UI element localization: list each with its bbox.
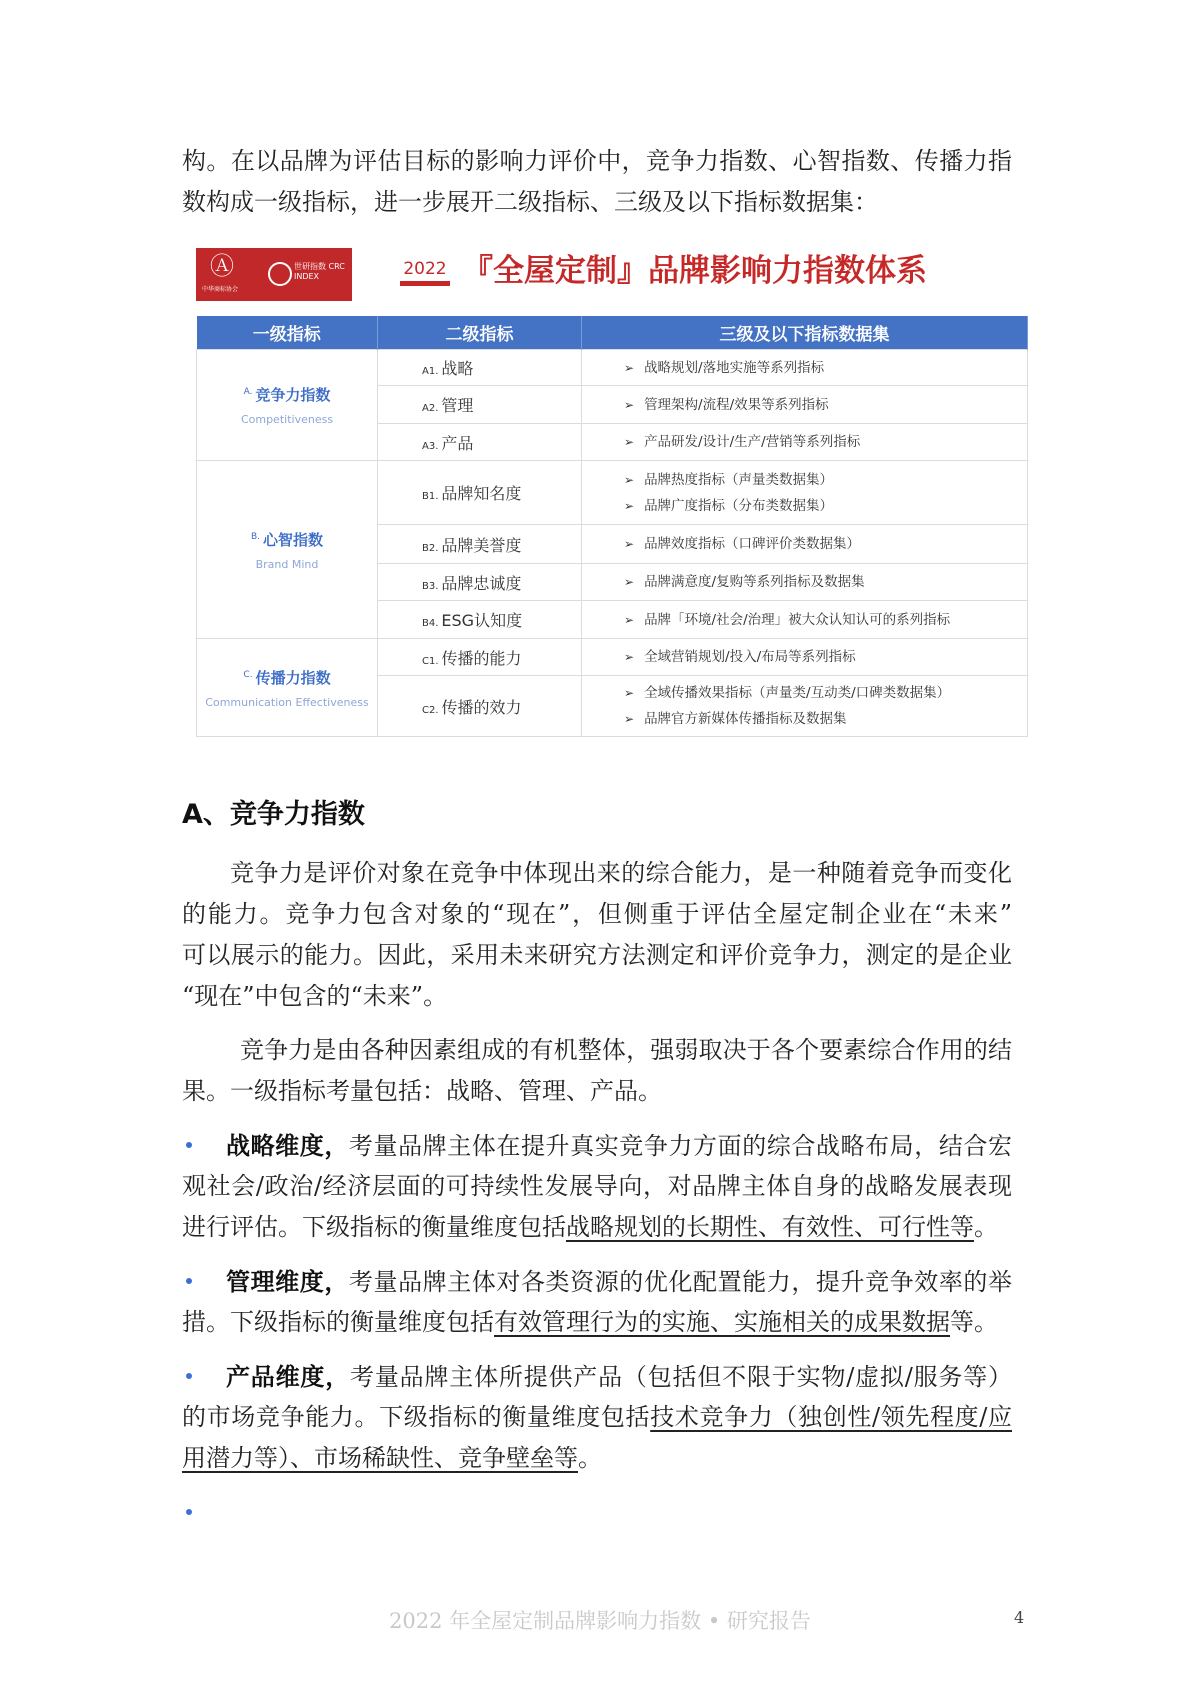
text-segment: 观社会/政治/经济层面的可持续性发展导向，对品牌主体自身的战略发展表现 bbox=[182, 1172, 1012, 1200]
text-segment: 数构成一级指标，进一步展开二级指标、三级及以下指标数据集： bbox=[182, 188, 878, 216]
text-line bbox=[182, 1302, 1012, 1343]
logo-left-text: 中华商标协会 bbox=[202, 286, 239, 293]
text-line bbox=[182, 1492, 1012, 1533]
level1-label bbox=[197, 667, 377, 688]
bullet-item bbox=[182, 1125, 1012, 1248]
text-line bbox=[182, 935, 1012, 976]
globe-icon bbox=[268, 262, 292, 286]
bold-term: 产品维度， bbox=[226, 1362, 351, 1391]
level2-name: ESG认知度 bbox=[441, 611, 523, 630]
level2-cell bbox=[378, 564, 582, 601]
table-row bbox=[197, 461, 1028, 525]
text-line bbox=[182, 1261, 1012, 1302]
level1-english: Competitiveness bbox=[240, 413, 334, 426]
level2-cell bbox=[378, 386, 582, 424]
text-segment: 措。下级指标的衡量维度包括 bbox=[182, 1308, 494, 1336]
level3-cell bbox=[582, 639, 1028, 676]
underlined-text: 技术竞争力（独创性/领先程度/应 bbox=[650, 1403, 1013, 1431]
text-line bbox=[182, 1125, 1012, 1166]
text-line bbox=[182, 894, 1012, 935]
header-level1: 一级指标 bbox=[197, 316, 378, 350]
level1-label bbox=[197, 384, 377, 405]
level3-item: ➢ 品牌官方新媒体传播指标及数据集 bbox=[624, 706, 1027, 732]
text-line bbox=[182, 1207, 1012, 1248]
level2-cell bbox=[378, 424, 582, 461]
level3-cell bbox=[582, 424, 1028, 461]
text-segment: 。 bbox=[578, 1444, 602, 1472]
table-header-row bbox=[197, 316, 1028, 350]
level2-code: C2. bbox=[422, 704, 439, 716]
text-segment: 考量品牌主体在提升真实竞争力方面的综合战略布局，结合宏 bbox=[348, 1132, 1013, 1160]
underlined-text: 用潜力等）、市场稀缺性、竞争壁垒等 bbox=[182, 1444, 578, 1472]
level2-code: A1. bbox=[422, 366, 439, 377]
level1-english: Brand Mind bbox=[255, 557, 319, 571]
level3-item: ➢ 全域传播效果指标（声量类/互动类/口碑类数据集） bbox=[624, 680, 1027, 706]
text-line bbox=[182, 141, 1012, 182]
level2-cell bbox=[378, 525, 582, 564]
level3-cell bbox=[582, 601, 1028, 639]
level1-name: 心智指数 bbox=[263, 530, 324, 549]
level1-cell bbox=[197, 461, 378, 639]
level3-item: ➢ 战略规划/落地实施等系列指标 bbox=[624, 355, 1027, 381]
text-segment: 考量品牌主体所提供产品（包括但不限于实物/虚拟/服务等） bbox=[350, 1363, 1013, 1391]
level3-item: ➢ 全域营销规划/投入/布局等系列指标 bbox=[624, 644, 1027, 670]
text-segment: 。 bbox=[974, 1213, 998, 1241]
level3-cell bbox=[582, 564, 1028, 601]
table-row bbox=[197, 639, 1028, 676]
level3-item: ➢ 管理架构/流程/效果等系列指标 bbox=[624, 392, 1027, 418]
text-line bbox=[182, 976, 1012, 1017]
level3-cell bbox=[582, 350, 1028, 386]
level3-item: ➢ 产品研发/设计/生产/营销等系列指标 bbox=[624, 429, 1027, 455]
text-line bbox=[182, 1071, 1012, 1112]
level2-name: 管理 bbox=[441, 396, 474, 415]
text-segment: 的市场竞争能力。下级指标的衡量维度包括 bbox=[182, 1403, 651, 1431]
bold-term: 管理维度， bbox=[226, 1267, 349, 1296]
table-row bbox=[197, 350, 1028, 386]
title-year: 2022 bbox=[400, 256, 450, 286]
index-system-table bbox=[196, 316, 1028, 737]
text-segment: 竞争力是评价对象在竞争中体现出来的综合能力，是一种随着竞争而变化 bbox=[230, 859, 1012, 887]
bullet-item bbox=[182, 1492, 1012, 1533]
level3-cell bbox=[582, 525, 1028, 564]
text-line bbox=[182, 1356, 1012, 1397]
text-line bbox=[182, 853, 1012, 894]
level1-prefix: B. bbox=[250, 531, 261, 542]
text-segment: 构。在以品牌为评估目标的影响力评价中，竞争力指数、心智指数、传播力指 bbox=[182, 147, 1012, 175]
level2-code: A2. bbox=[422, 403, 439, 414]
paragraph bbox=[182, 1030, 1012, 1112]
bullet-icon bbox=[186, 1278, 192, 1284]
body-text bbox=[182, 853, 1012, 1546]
footer-title: 2022 年全屋定制品牌影响力指数 • 研究报告 bbox=[389, 1609, 811, 1633]
level3-item: ➢ 品牌满意度/复购等系列指标及数据集 bbox=[624, 569, 1027, 595]
level2-name: 战略 bbox=[441, 359, 474, 378]
header-level2: 二级指标 bbox=[378, 316, 582, 350]
bullet-item bbox=[182, 1356, 1012, 1479]
level2-name: 产品 bbox=[441, 433, 474, 453]
level2-cell bbox=[378, 676, 582, 737]
level1-name: 传播力指数 bbox=[255, 668, 331, 687]
level2-code: B3. bbox=[422, 580, 439, 592]
level1-cell bbox=[197, 350, 378, 461]
level3-cell bbox=[582, 386, 1028, 424]
intro-paragraph bbox=[182, 141, 1012, 223]
text-line bbox=[182, 1438, 1012, 1479]
underlined-text: 有效管理行为的实施、实施相关的成果数据 bbox=[494, 1308, 950, 1336]
bold-term: 战略维度， bbox=[226, 1131, 349, 1160]
text-segment: 考量品牌主体对各类资源的优化配置能力，提升竞争效率的举 bbox=[348, 1268, 1013, 1296]
text-segment: “现在”中包含的“未来”。 bbox=[182, 982, 448, 1010]
text-segment: 进行评估。下级指标的衡量维度包括 bbox=[182, 1213, 566, 1241]
level2-name: 传播的效力 bbox=[441, 697, 522, 717]
trademark-association-logo-icon: Ⓐ bbox=[210, 252, 234, 280]
level3-cell bbox=[582, 676, 1028, 737]
level3-item: ➢ 品牌热度指标（声量类数据集） bbox=[624, 467, 1027, 493]
level2-code: B4. bbox=[422, 618, 439, 629]
level2-cell bbox=[378, 601, 582, 639]
text-segment: 等。 bbox=[950, 1308, 998, 1336]
level1-cell bbox=[197, 639, 378, 737]
text-line bbox=[182, 1166, 1012, 1207]
level2-code: A3. bbox=[422, 440, 439, 452]
figure-title: 『全屋定制』品牌影响力指数体系 bbox=[462, 253, 927, 289]
level1-label bbox=[197, 529, 377, 550]
text-segment: 果。一级指标考量包括：战略、管理、产品。 bbox=[182, 1077, 662, 1105]
logo-right-text: 世研指数 CRC INDEX bbox=[294, 262, 345, 281]
level2-name: 品牌知名度 bbox=[441, 484, 522, 503]
level1-prefix: C. bbox=[243, 669, 253, 680]
bullet-icon bbox=[186, 1509, 192, 1515]
level2-cell bbox=[378, 639, 582, 676]
text-segment: 竞争力是由各种因素组成的有机整体，强弱取决于各个要素综合作用的结 bbox=[240, 1036, 1012, 1064]
level2-name: 品牌美誉度 bbox=[441, 535, 522, 555]
bullet-icon bbox=[186, 1373, 192, 1379]
text-line bbox=[182, 1030, 1012, 1071]
level3-item: ➢ 品牌广度指标（分布类数据集） bbox=[624, 493, 1027, 519]
page-number: 4 bbox=[1014, 1608, 1025, 1627]
level2-name: 品牌忠诚度 bbox=[441, 573, 522, 593]
header-level3: 三级及以下指标数据集 bbox=[582, 316, 1028, 350]
bullet-icon bbox=[186, 1142, 192, 1148]
text-segment: 可以展示的能力。因此，采用未来研究方法测定和评价竞争力，测定的是企业 bbox=[182, 941, 1012, 969]
level2-name: 传播的能力 bbox=[441, 648, 522, 668]
level2-code: C1. bbox=[422, 655, 439, 667]
text-segment: 的能力。竞争力包含对象的“现在”，但侧重于评估全屋定制企业在“未来” bbox=[182, 900, 1012, 928]
level2-code: B2. bbox=[422, 542, 439, 554]
bullet-item bbox=[182, 1261, 1012, 1343]
logo bbox=[196, 248, 352, 301]
level3-item: ➢ 品牌「环境/社会/治理」被大众认知认可的系列指标 bbox=[624, 607, 1027, 633]
level1-name: 竞争力指数 bbox=[255, 386, 331, 404]
level3-cell bbox=[582, 461, 1028, 525]
level1-english: Communication Effectiveness bbox=[205, 695, 369, 709]
text-line bbox=[182, 182, 1012, 223]
level3-item: ➢ 品牌效度指标（口碑评价类数据集） bbox=[624, 531, 1027, 557]
level1-prefix: A. bbox=[243, 387, 253, 397]
section-heading: A、竞争力指数 bbox=[182, 799, 365, 830]
text-line bbox=[182, 1397, 1012, 1438]
paragraph bbox=[182, 853, 1012, 1017]
underlined-text: 战略规划的长期性、有效性、可行性等 bbox=[566, 1213, 974, 1241]
level2-code: B1. bbox=[422, 491, 439, 502]
level2-cell bbox=[378, 350, 582, 386]
level2-cell bbox=[378, 461, 582, 525]
